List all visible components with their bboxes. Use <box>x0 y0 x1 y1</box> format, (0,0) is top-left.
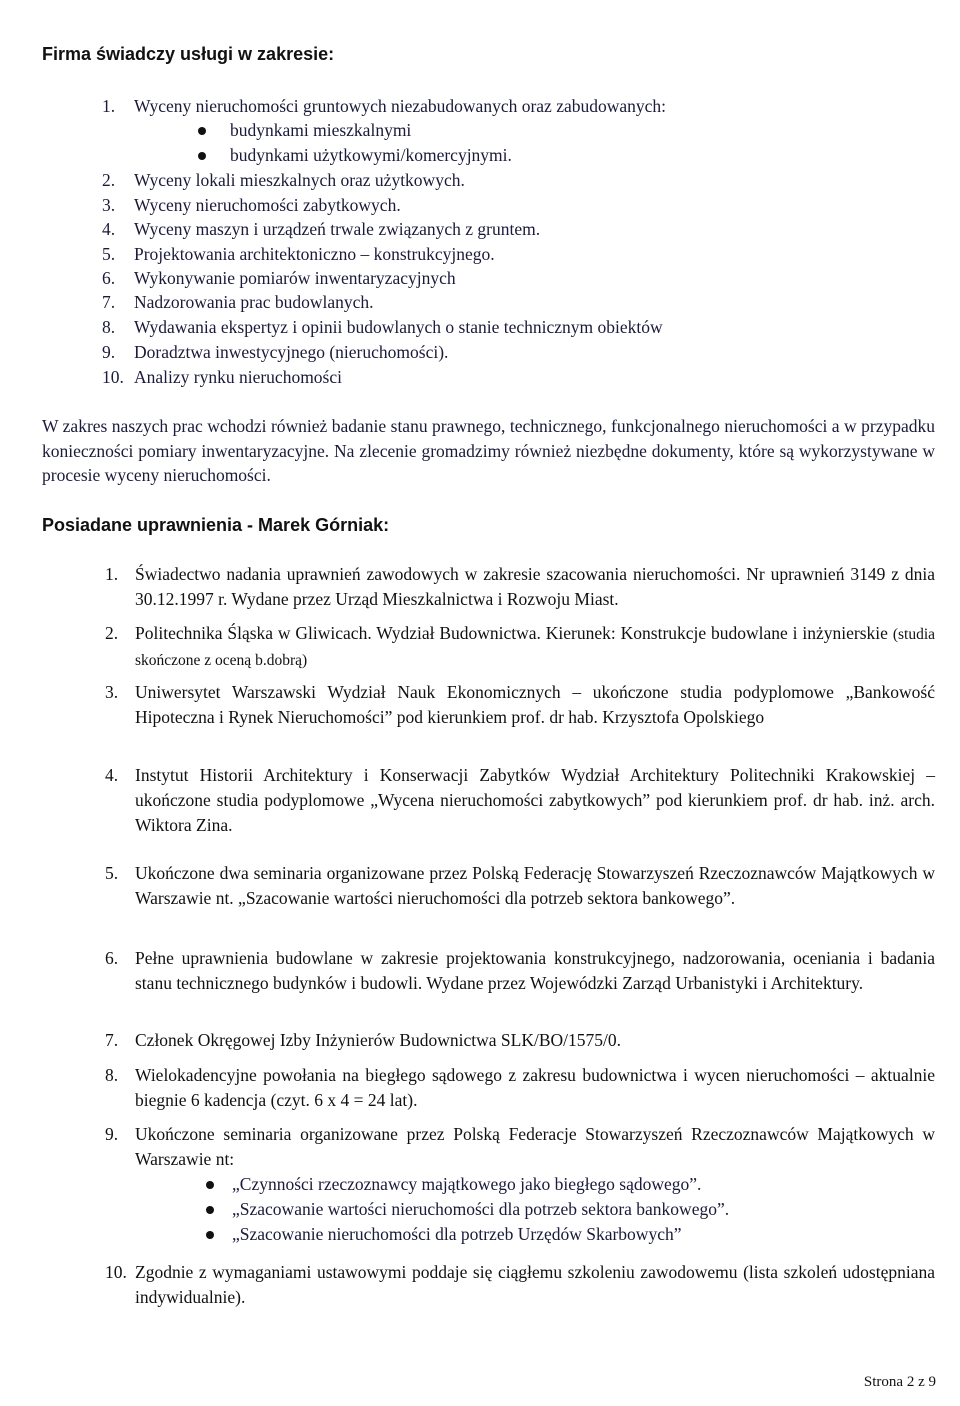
bullet-icon <box>198 152 206 160</box>
seminar-text: „Czynności rzeczoznawcy majątkowego jako biegłego sądowego”. <box>232 1174 702 1194</box>
service-text: Wykonywanie pomiarów inwentaryzacyjnych <box>134 268 456 288</box>
service-number: 4. <box>102 219 116 239</box>
qualification-number: 2. <box>105 623 119 643</box>
bullet-icon <box>206 1231 214 1239</box>
service-text: Wyceny lokali mieszkalnych oraz użytkowych. <box>134 170 465 190</box>
qualification-text: Zgodnie z wymaganiami ustawowymi poddaje się ciągłemu szkoleniu zawodowemu (lista szkoleń udostępniana indywidualnie). <box>135 1262 935 1307</box>
qualification-number: 8. <box>105 1065 119 1085</box>
qualification-number: 7. <box>105 1030 119 1050</box>
service-text: Wyceny maszyn i urządzeń trwale związanych z gruntem. <box>134 219 541 239</box>
service-number: 8. <box>102 317 116 337</box>
bullet-icon <box>206 1206 214 1214</box>
qualification-note: (studia skończone z oceną b.dobrą) <box>135 626 935 669</box>
qualification-number: 4. <box>105 765 119 785</box>
qualification-text: Ukończone dwa seminaria organizowane przez Polską Federację Stowarzyszeń Rzeczoznawców Majątkowych w Warszawie nt. „Szacowanie wartości nieruchomości dla potrzeb sektora bankowego”. <box>135 863 935 908</box>
seminar-text: „Szacowanie wartości nieruchomości dla potrzeb sektora bankowego”. <box>232 1199 730 1219</box>
service-number: 9. <box>102 342 116 362</box>
page-number: Strona 2 z 9 <box>863 1374 936 1390</box>
qualification-number: 6. <box>105 948 119 968</box>
service-number: 6. <box>102 268 116 288</box>
service-text: Wyceny nieruchomości zabytkowych. <box>134 195 401 215</box>
service-text: Wydawania ekspertyz i opinii budowlanych o stanie technicznym obiektów <box>134 317 663 337</box>
service-text: Nadzorowania prac budowlanych. <box>134 292 374 312</box>
qualification-text <box>135 621 935 673</box>
bullet-icon <box>206 1181 214 1189</box>
service-text: Projektowania architektoniczno – konstrukcyjnego. <box>134 244 495 264</box>
qualification-number: 5. <box>105 863 119 883</box>
qualification-number: 9. <box>105 1124 119 1144</box>
qualification-number: 3. <box>105 682 119 702</box>
service-number: 10. <box>102 367 124 387</box>
qualifications-heading: Posiadane uprawnienia - Marek Górniak: <box>42 515 390 535</box>
service-number: 3. <box>102 195 116 215</box>
sub-bullet-text: budynkami użytkowymi/komercyjnymi. <box>230 145 512 165</box>
service-number: 5. <box>102 244 116 264</box>
qualification-text: Instytut Historii Architektury i Konserwacji Zabytków Wydział Architektury Politechniki Krakowskiej – ukończone studia podyplomowe „Wycena nieruchomości zabytkowych” pod kierunkiem prof. dr hab. inż. arch. Wiktora Zina. <box>135 765 935 835</box>
seminar-text: „Szacowanie nieruchomości dla potrzeb Urzędów Skarbowych” <box>232 1224 682 1244</box>
qualification-text: Pełne uprawnienia budowlane w zakresie projektowania konstrukcyjnego, nadzorowania, oceniania i badania stanu technicznego budynków i budowli. Wydane przez Wojewódzki Zarząd Urbanistyki i Architektury. <box>135 948 935 993</box>
services-heading: Firma świadczy usługi w zakresie: <box>42 44 335 64</box>
service-number: 2. <box>102 170 116 190</box>
qualification-text: Ukończone seminaria organizowane przez Polską Federacje Stowarzyszeń Rzeczoznawców Majątkowych w Warszawie nt: <box>135 1124 935 1169</box>
qualification-text: Świadectwo nadania uprawnień zawodowych w zakresie szacowania nieruchomości. Nr uprawnień 3149 z dnia 30.12.1997 r. Wydane przez Urząd Mieszkalnictwa i Rozwoju Miast. <box>135 564 935 609</box>
qualification-number: 10. <box>105 1262 127 1282</box>
service-text: Doradztwa inwestycyjnego (nieruchomości). <box>134 342 449 362</box>
scope-paragraph: W zakres naszych prac wchodzi również badanie stanu prawnego, technicznego, funkcjonalnego nieruchomości a w przypadku konieczności pomiary inwentaryzacyjne. Na zlecenie gromadzimy również niezbędne dokumenty, które są wykorzystywane w procesie wyceny nieruchomości. <box>42 416 935 485</box>
sub-bullet-text: budynkami mieszkalnymi <box>230 120 412 140</box>
qualification-number: 1. <box>105 564 119 584</box>
qualification-main-text: Politechnika Śląska w Gliwicach. Wydział Budownictwa. Kierunek: Konstrukcje budowlane i inżynierskie <box>135 623 888 643</box>
bullet-icon <box>198 127 206 135</box>
qualification-text: Wielokadencyjne powołania na biegłego sądowego z zakresu budownictwa i wycen nieruchomości – aktualnie biegnie 6 kadencja (czyt. 6 x 4 = 24 lat). <box>135 1065 935 1110</box>
qualification-text: Członek Okręgowej Izby Inżynierów Budownictwa SLK/BO/1575/0. <box>135 1030 622 1050</box>
service-number: 1. <box>102 96 116 116</box>
service-text: Analizy rynku nieruchomości <box>134 367 343 387</box>
service-text: Wyceny nieruchomości gruntowych niezabudowanych oraz zabudowanych: <box>134 96 667 116</box>
qualification-text: Uniwersytet Warszawski Wydział Nauk Ekonomicznych – ukończone studia podyplomowe „Bankowość Hipoteczna i Rynek Nieruchomości” pod kierunkiem prof. dr hab. Krzysztofa Opolskiego <box>135 682 935 727</box>
service-number: 7. <box>102 292 116 312</box>
